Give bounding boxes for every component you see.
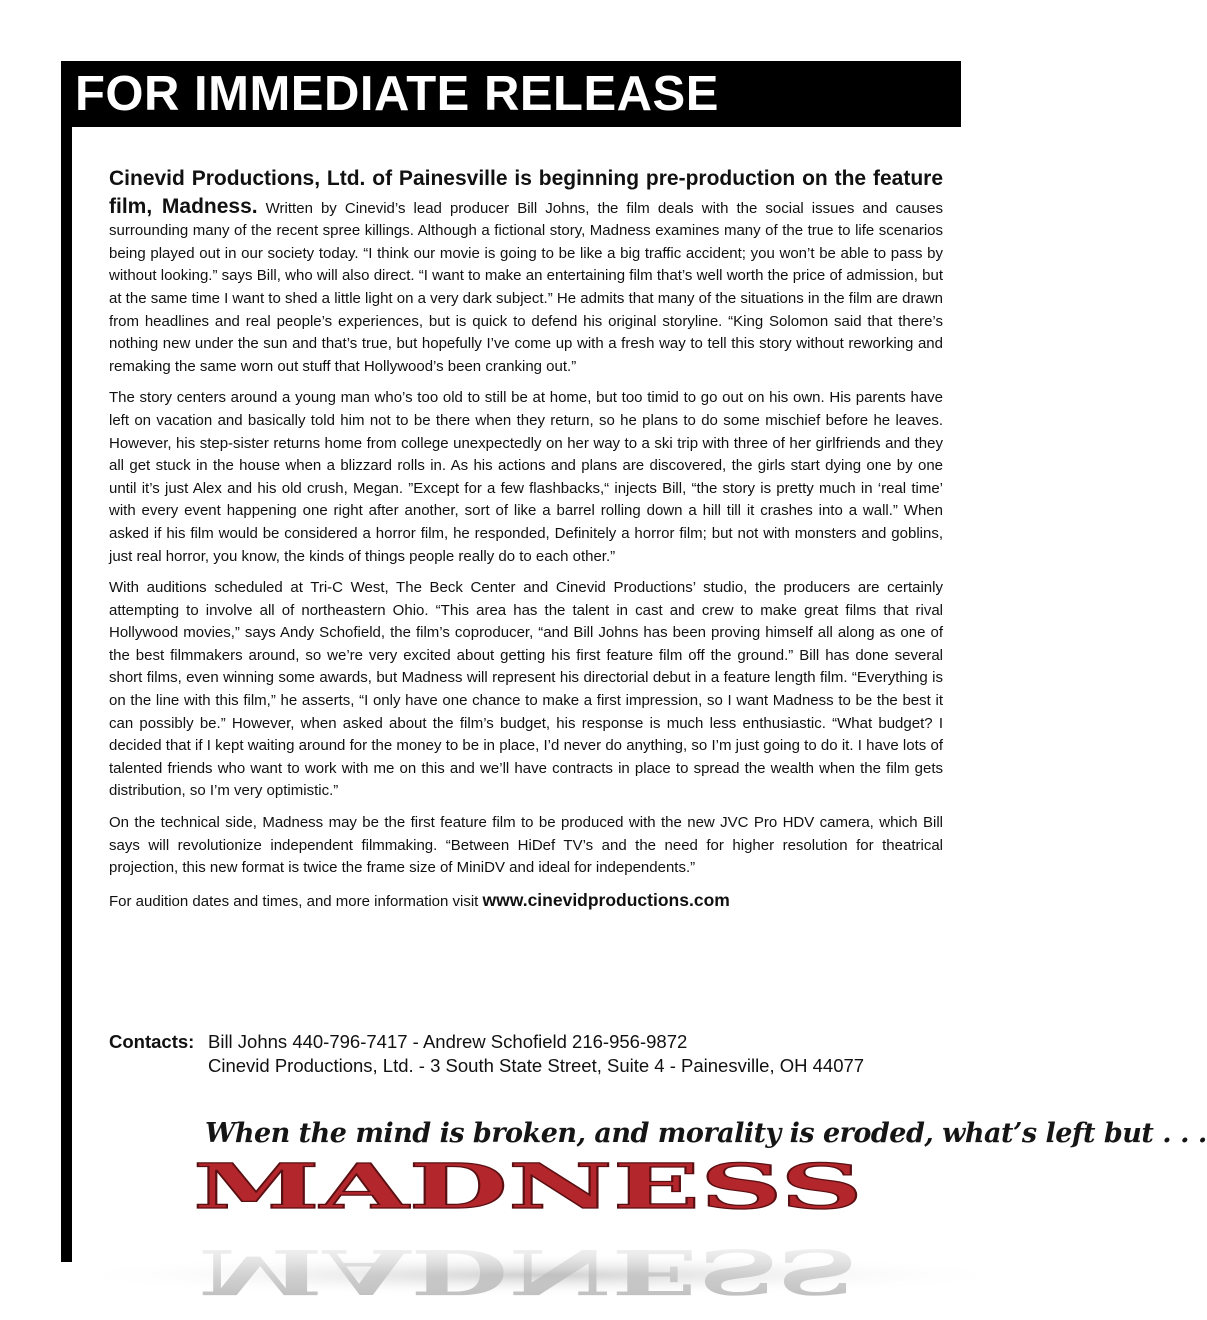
paragraph-1 xyxy=(109,165,943,378)
paragraph-4: On the technical side, Madness may be the first feature film to be produced with the new JVC Pro HDV camera, which Bill says will revolutionize independent filmmaking. “Between HiDef TV’s and the need for higher resolution for theatrical projection, this new format is twice the frame size of MiniDV and ideal for independents.” xyxy=(109,814,943,877)
audition-info-text: For audition dates and times, and more information visit xyxy=(109,892,483,910)
contacts-lines xyxy=(208,1030,864,1078)
logo-title: MADNESS xyxy=(193,1150,863,1223)
left-border-rule xyxy=(61,127,72,1262)
header-bar xyxy=(61,61,961,127)
tagline: When the mind is broken, and morality is eroded, what’s left but . . . xyxy=(205,1118,1207,1149)
page-title: FOR IMMEDIATE RELEASE xyxy=(75,67,719,121)
website-link[interactable]: www.cinevidproductions.com xyxy=(482,889,730,910)
paragraph-3: With auditions scheduled at Tri-C West, The Beck Center and Cinevid Productions’ studio, the producers are certainly attempting to involve all of northeastern Ohio. “This area has the talent in cast and crew to make great films that rival Hollywood movies,” says Andy Schofield, the film’s coproducer, “and Bill Johns has been proving himself all along as one of the best filmmakers around, so we’re very excited about getting his first feature film off the ground.” Bill has done several short films, even winning some awards, but Madness will represent his directorial debut in a feature length film. “Everything is on the line with this film,” he asserts, “I only have one chance to make a first impression, so I want Madness to be the best it can possibly be.” However, when asked about the film’s budget, his response is much less enthusiastic. “What budget? I decided that if I kept waiting around for the money to be in place, I’d never do anything, so I’m just going to do it. I have lots of talented friends who want to work with me on this and we’ll have contracts in place to spread the wealth when the film gets distribution, so I’m very optimistic.” xyxy=(109,579,943,800)
madness-logo xyxy=(20,1150,1010,1310)
paragraph-2: The story centers around a young man who’s too old to still be at home, but too timid to go out on his own. His parents have left on vacation and basically told him not to be there when they return, so he plans to do some mischief before he leaves. However, his step-sister returns home from college unexpectedly on her way to a ski trip with three of her girlfriends and they all get stuck in the house when a blizzard rolls in. As his actions and plans are discovered, the girls start dying one by one until it’s just Alex and his old crush, Megan. ”Except for a few flashbacks,“ injects Bill, “the story is pretty much in ‘real time’ with every event happening one right after another, sort of like a barrel rolling down a hill till it crashes into a wall.” When asked if his film would be considered a horror film, he responded, Definitely a horror film; but not with monsters and goblins, just real horror, you know, the kinds of things people really do to each other.” xyxy=(109,389,943,565)
contact-address: Cinevid Productions, Ltd. - 3 South State Street, Suite 4 - Painesville, OH 44077 xyxy=(208,1055,865,1076)
paragraph-1-text: Written by Cinevid’s lead producer Bill Johns, the film deals with the social issues and causes surrounding many of the recent spree killings. Although a fictional story, Madness examines many of the true to life scenarios being played out in our society today. “I think our movie is going to be like a big traffic accident; you won’t be able to pass by without looking.” says Bill, who will also direct. “I want to make an entertaining film that’s well worth the price of admission, but at the same time I want to shed a little light on a very dark subject.” He admits that many of the situations in the film are drawn from headlines and real people’s experiences, but is quick to defend his original storyline. “King Solomon said that there’s nothing new under the sun and that’s true, but hopefully I’ve come up with a fresh way to tell this story without reworking and remaking the same worn out stuff that Hollywood’s been cranking out.” xyxy=(109,199,944,375)
press-release-body xyxy=(109,165,943,922)
contacts-label: Contacts: xyxy=(109,1031,195,1052)
contact-phones: Bill Johns 440-796-7417 - Andrew Schofield 216-956-9872 xyxy=(208,1031,688,1052)
lead-sentence: Cinevid Productions, Ltd. of Painesville is beginning pre-production on the feature film, Madness. xyxy=(109,167,943,218)
logo-reflection: MADNESS xyxy=(198,1235,858,1308)
paragraph-5 xyxy=(109,889,943,914)
